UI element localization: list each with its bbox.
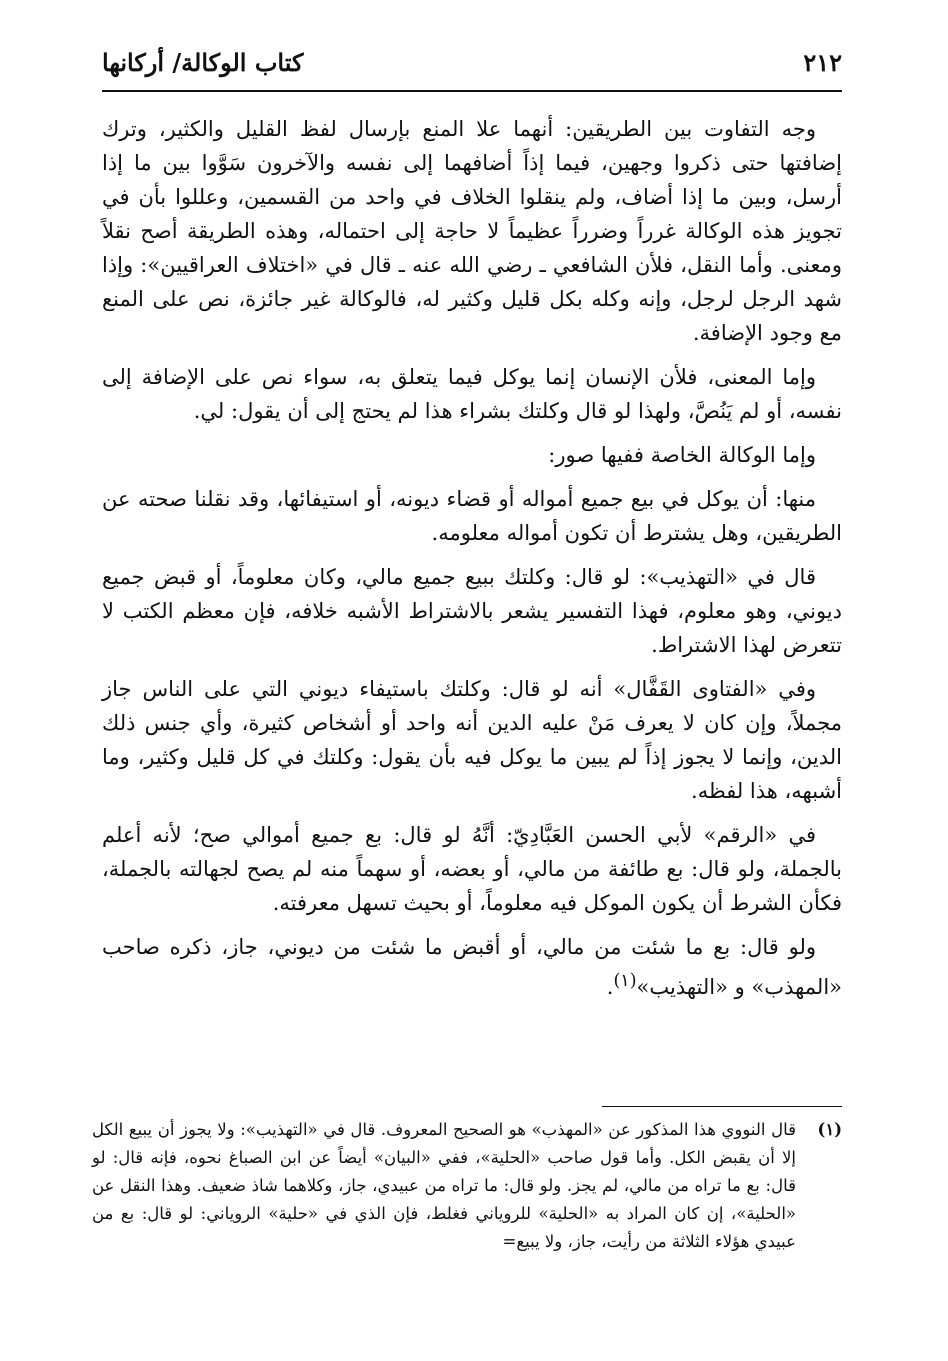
footnote-separator: [602, 1106, 842, 1107]
footnote-text: قال النووي هذا المذكور عن «المهذب» هو الصحيح المعروف. قال في «التهذيب»: ولا يجوز أن يبيع الكل إلا أن يقبض الكل. وأما قول صاحب «الحلية»، ففي «البيان» أيضاً عن ابن الصباغ نحوه، فإنه قال: لو قال: بع ما تراه من مالي، لم يجز. ولو قال: ما تراه من عبيدي، جاز، وكلاهما شاذ ضعيف. وهذا النقل عن «الحلية»، إن كان المراد به «الحلية» للروياني فغلط، فإن الذي في «حلية» الروياني: لو قال: بع من عبيدي هؤلاء الثلاثة من رأيت، جاز، ولا يبيع=: [92, 1120, 796, 1251]
page-header: [102, 48, 842, 88]
paragraph: قال في «التهذيب»: لو قال: وكلتك ببيع جميع مالي، وكان معلوماً، أو قبض جميع ديوني، وهو معلوم، فهذا التفسير يشعر بالاشتراط الأشبه خلافه، فإن معظم الكتب لا تتعرض لهذا الاشتراط.: [102, 565, 842, 657]
paragraph: وإما الوكالة الخاصة ففيها صور:: [548, 443, 816, 467]
paragraph-with-footnote: ولو قال: بع ما شئت من مالي، أو أقبض ما شئت من ديوني، جاز، ذكره صاحب «المهذب» و «التهذيب»$^{(١)}$.: [102, 935, 842, 999]
footnote-reference[interactable]: (١): [613, 971, 637, 991]
paragraph: منها: أن يوكل في بيع جميع أمواله أو قضاء ديونه، أو استيفائها، وقد نقلنا صحته عن الطريقين، وهل يشترط أن تكون أمواله معلومه.: [102, 487, 842, 545]
paragraph: وجه التفاوت بين الطريقين: أنهما علا المنع بإرسال لفظ القليل والكثير، وترك إضافتها حتى ذكروا وجهين، فيما إذاً أضافهما إلى نفسه والآخرون سَوَّوا بين ما إذا أرسل، وبين ما إذا أضاف، ولم ينقلوا الخلاف في واحد من القسمين، وعللوا بأن في تجويز هذه الوكالة غرراً وضرراً عظيماً لا حاجة إلى احتماله، وهذه الطريقة أصح نقلاً ومعنى. وأما النقل، فلأن الشافعي ـ رضي الله عنه ـ قال في «اختلاف العراقيين»: وإذا شهد الرجل لرجل، وإنه وكله بكل قليل وكثير له، فالوكالة غير جائزة، نص على المنع مع وجود الإضافة.: [102, 117, 842, 345]
paragraph-text: ولو قال: بع ما شئت من مالي، أو أقبض ما شئت من ديوني، جاز، ذكره صاحب «المهذب» و «التهذيب»: [102, 935, 842, 999]
footnote-marker: (١): [817, 1120, 842, 1139]
paragraph: في «الرقم» لأبي الحسن العَبَّادِيّ: أنَّهُ لو قال: بع جميع أموالي صح؛ لأنه أعلم بالجملة، ولو قال: بع طائفة من مالي، أو بعضه، أو سهماً منه لم يصح لجهالته بالجملة، فكأن الشرط أن يكون الموكل فيه معلوماً، أو بحيث تسهل معرفته.: [102, 823, 842, 915]
main-text: [102, 112, 842, 1014]
page-number: ٢١٢: [803, 48, 842, 77]
running-title: كتاب الوكالة/ أركانها: [102, 48, 304, 77]
paragraph: وفي «الفتاوى القَفَّال» أنه لو قال: وكلتك باستيفاء ديوني التي على الناس جاز مجملاً، وإن كان لا يعرف مَنْ عليه الدين أنه واحد أو أشخاص كثيرة، وأي جنس ذلك الدين، وإنما لا يجوز إذاً لم يبين ما يوكل فيه بأن يقول: وكلتك في كل قليل وكثير، وما أشبهه، هذا لفظه.: [102, 677, 842, 803]
header-rule: [102, 90, 842, 92]
footnote: [92, 1116, 842, 1256]
footnotes: [92, 1116, 842, 1256]
paragraph: وإما المعنى، فلأن الإنسان إنما يوكل فيما يتعلق به، سواء نص على الإضافة إلى نفسه، أو لم يَنُصَّ، ولهذا لو قال وكلتك بشراء هذا لم يحتج إلى أن يقول: لي.: [102, 365, 842, 423]
